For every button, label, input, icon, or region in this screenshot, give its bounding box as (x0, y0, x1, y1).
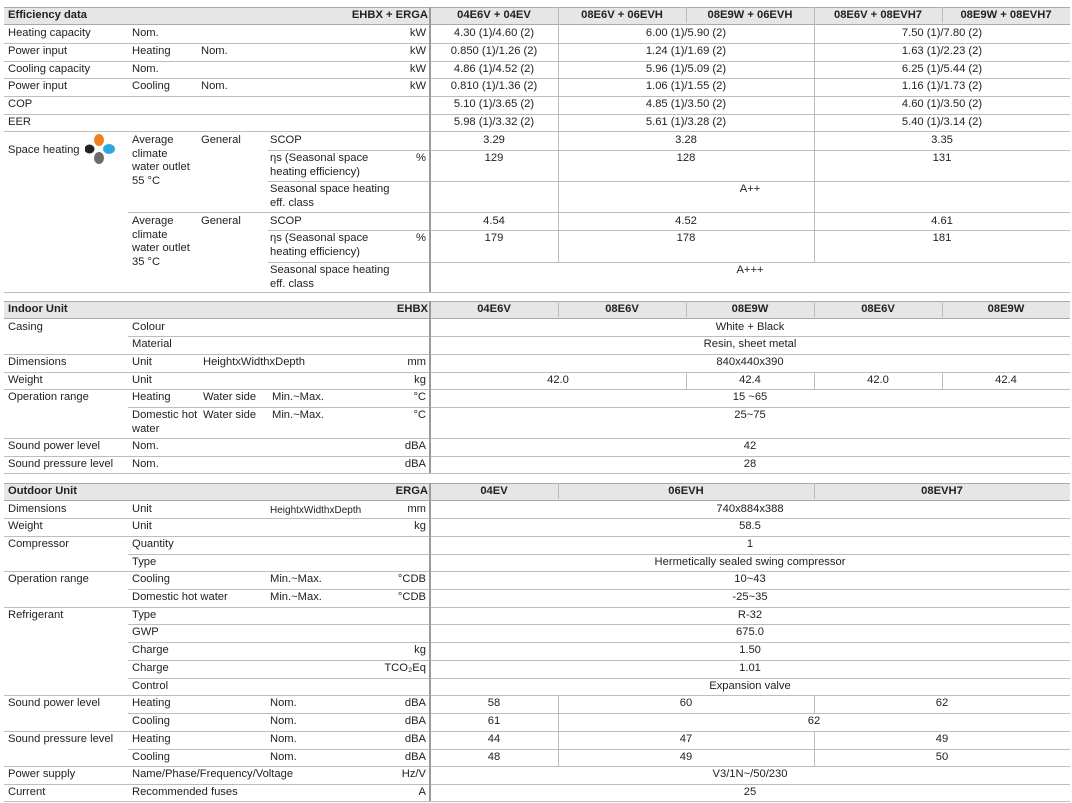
divider (128, 336, 1070, 337)
cooling-capacity-unit: kW (409, 63, 426, 75)
cop-v1: 5.10 (1)/3.65 (2) (453, 98, 535, 110)
divider (942, 301, 943, 317)
outdoor-sound-pressure-heating-v2: 47 (679, 733, 693, 745)
outdoor-sound-power-heating-v2: 60 (679, 697, 693, 709)
indoor-weight-sub: Unit (132, 374, 152, 386)
divider (128, 660, 1070, 661)
refrigerant-control-label: Control (132, 680, 169, 692)
divider (686, 372, 687, 389)
indoor-sound-power-unit: dBA (404, 440, 426, 452)
refrigerant-type-label: Type (132, 609, 157, 621)
indoor-dimensions-sub2: HeightxWidthxDepth (203, 356, 305, 368)
power-input-heating-unit: kW (409, 45, 426, 57)
colour-value: White + Black (715, 321, 785, 333)
material-label: Material (132, 338, 172, 350)
outdoor-op-dhw-value: -25~35 (732, 591, 768, 603)
divider (4, 43, 1070, 44)
compressor-type-label: Type (132, 556, 157, 568)
indoor-dimensions-sub: Unit (132, 356, 152, 368)
indoor-sound-power-sub: Nom. (132, 440, 159, 452)
general-55-label: General (201, 134, 241, 146)
space-heating-icon (85, 133, 115, 165)
refrigerant-control-value: Expansion valve (709, 680, 791, 692)
ns-35-v2: 178 (676, 232, 696, 244)
outdoor-sound-power-nom: Nom. (270, 697, 297, 709)
power-input-cooling-v2: 1.06 (1)/1.55 (2) (645, 80, 727, 92)
general-35-label: General (201, 215, 241, 227)
indoor-op-water-side: Water side (203, 391, 257, 403)
indoor-op-heating-value: 15 ~65 (732, 391, 768, 403)
divider (4, 78, 1070, 79)
outdoor-sound-pressure-unit: dBA (404, 733, 426, 745)
divider (268, 262, 1070, 263)
refrigerant-charge-label: Charge (132, 644, 169, 656)
outdoor-sound-pressure-heating-v3: 49 (935, 733, 949, 745)
divider (128, 554, 1070, 555)
indoor-col-2: 08E6V (605, 303, 639, 315)
ns-35-v1: 179 (484, 232, 504, 244)
divider (429, 301, 431, 473)
outdoor-dimensions-sub2: HeightxWidthxDepth (270, 505, 362, 516)
indoor-op-range-label: Operation range (8, 391, 89, 403)
cop-v2: 4.85 (1)/3.50 (2) (645, 98, 727, 110)
outdoor-sound-power-heating-v3: 62 (935, 697, 949, 709)
divider (4, 518, 1070, 519)
indoor-weight-v4: 42.4 (995, 374, 1017, 386)
ns-55-v3: 131 (932, 152, 952, 164)
outdoor-sound-power-unit: dBA (404, 697, 426, 709)
indoor-dimensions-value: 840x440x390 (716, 356, 784, 368)
refrigerant-gwp-label: GWP (132, 626, 159, 638)
divider (4, 389, 1070, 390)
outdoor-sound-power-cooling-label: Cooling (132, 715, 170, 727)
scop-35-v1: 4.54 (483, 215, 505, 227)
divider (4, 456, 1070, 457)
outdoor-dimensions-unit: mm (407, 503, 426, 515)
divider (4, 292, 1070, 293)
outdoor-op-minmax-2: Min.~Max. (270, 591, 322, 603)
power-input-cooling-unit: kW (409, 80, 426, 92)
divider (128, 678, 1070, 679)
divider (814, 7, 815, 262)
divider (4, 607, 1070, 608)
outdoor-model-label: ERGA (395, 485, 428, 497)
power-input-heating-label: Power input (8, 45, 68, 57)
eer-label: EER (8, 116, 32, 128)
heating-capacity-sub: Nom. (132, 27, 159, 39)
outdoor-sound-power-nom-2: Nom. (270, 715, 297, 727)
divider (4, 96, 1070, 97)
ns-55-unit: % (416, 152, 426, 164)
indoor-op-dhw-label: Domestic hot water (132, 409, 198, 435)
outdoor-op-unit-2: °CDB (397, 591, 426, 603)
divider (942, 7, 943, 23)
eer-v1: 5.98 (1)/3.32 (2) (453, 116, 535, 128)
efficiency-col-3: 08E9W + 06EVH (707, 9, 793, 21)
indoor-op-dhw-value: 25~75 (734, 409, 766, 421)
current-label: Current (8, 786, 46, 798)
cop-label: COP (8, 98, 33, 110)
divider (814, 301, 815, 317)
power-input-heating-v2: 1.24 (1)/1.69 (2) (645, 45, 727, 57)
ns-55-v2: 128 (676, 152, 696, 164)
scop-35-label: SCOP (270, 215, 302, 227)
divider (268, 150, 1070, 151)
efficiency-col-4: 08E6V + 08EVH7 (833, 9, 922, 21)
power-supply-label: Power supply (8, 768, 76, 780)
outdoor-dimensions-value: 740x884x388 (716, 503, 784, 515)
outdoor-op-cooling-label: Cooling (132, 573, 170, 585)
heating-capacity-v2: 6.00 (1)/5.90 (2) (645, 27, 727, 39)
outdoor-sound-pressure-nom-2: Nom. (270, 751, 297, 763)
divider (558, 7, 559, 262)
power-supply-unit: Hz/V (401, 768, 426, 780)
indoor-sound-power-value: 42 (743, 440, 757, 452)
power-supply-sub: Name/Phase/Frequency/Voltage (132, 768, 294, 780)
heating-capacity-unit: kW (409, 27, 426, 39)
indoor-weight-v2: 42.4 (739, 374, 761, 386)
divider (4, 354, 1070, 355)
eer-v2: 5.61 (1)/3.28 (2) (645, 116, 727, 128)
outdoor-sound-power-cooling-v2: 62 (807, 715, 821, 727)
outdoor-weight-unit: kg (414, 520, 426, 532)
outdoor-sound-pressure-cooling-label: Cooling (132, 751, 170, 763)
efficiency-title: Efficiency data (8, 9, 87, 21)
indoor-weight-label: Weight (8, 374, 43, 386)
efficiency-col-2: 08E6V + 06EVH (581, 9, 663, 21)
power-input-cooling-v3: 1.16 (1)/1.73 (2) (901, 80, 983, 92)
outdoor-sound-pressure-cooling-v1: 48 (487, 751, 501, 763)
divider (4, 114, 1070, 115)
outdoor-op-dhw-label: Domestic hot water (132, 591, 228, 603)
power-supply-value: V3/1N~/50/230 (712, 768, 788, 780)
indoor-col-1: 04E6V (477, 303, 511, 315)
casing-label: Casing (8, 321, 43, 333)
outdoor-weight-sub: Unit (132, 520, 152, 532)
outdoor-col-1: 04EV (480, 485, 508, 497)
indoor-title: Indoor Unit (8, 303, 68, 315)
current-value: 25 (743, 786, 757, 798)
divider (128, 749, 1070, 750)
compressor-qty-label: Quantity (132, 538, 174, 550)
outdoor-sound-power-label: Sound power level (8, 697, 101, 709)
indoor-dimensions-unit: mm (407, 356, 426, 368)
divider (814, 372, 815, 389)
divider (128, 624, 1070, 625)
indoor-sound-pressure-label: Sound pressure level (8, 458, 114, 470)
power-input-heating-v1: 0.850 (1)/1.26 (2) (450, 45, 538, 57)
outdoor-sound-power-cooling-v1: 61 (487, 715, 501, 727)
class-35-value: A+++ (736, 264, 764, 276)
power-input-cooling-label: Power input (8, 80, 68, 92)
divider (814, 695, 815, 713)
efficiency-col-1: 04E6V + 04EV (457, 9, 531, 21)
divider (4, 536, 1070, 537)
heating-capacity-label: Heating capacity (8, 27, 91, 39)
indoor-model-label: EHBX (396, 303, 428, 315)
power-input-cooling-sub2: Nom. (201, 80, 228, 92)
refrigerant-type-value: R-32 (737, 609, 763, 621)
ns-35-label: ηs (Seasonal space heating efficiency) (270, 232, 369, 258)
ns-35-unit: % (416, 232, 426, 244)
efficiency-col-5: 08E9W + 08EVH7 (960, 9, 1052, 21)
divider (429, 483, 431, 801)
heating-capacity-v3: 7.50 (1)/7.80 (2) (901, 27, 983, 39)
indoor-sound-power-label: Sound power level (8, 440, 101, 452)
outdoor-op-range-label: Operation range (8, 573, 89, 585)
class-55-label: Seasonal space heating eff. class (270, 183, 390, 209)
refrigerant-charge-tco2-value: 1.01 (739, 662, 761, 674)
current-sub: Recommended fuses (132, 786, 238, 798)
outdoor-dimensions-sub: Unit (132, 503, 152, 515)
compressor-label: Compressor (8, 538, 69, 550)
outdoor-sound-pressure-cooling-v3: 50 (935, 751, 949, 763)
indoor-op-unit-2: °C (413, 409, 426, 421)
cooling-capacity-sub: Nom. (132, 63, 159, 75)
outdoor-col-2: 06EVH (668, 485, 704, 497)
material-value: Resin, sheet metal (703, 338, 797, 350)
outdoor-sound-pressure-cooling-v2: 49 (679, 751, 693, 763)
indoor-sound-pressure-sub: Nom. (132, 458, 159, 470)
scop-55-v3: 3.35 (931, 134, 953, 146)
colour-label: Colour (132, 321, 165, 333)
divider (268, 230, 1070, 231)
scop-35-v3: 4.61 (931, 215, 953, 227)
power-input-cooling-v1: 0.810 (1)/1.36 (2) (450, 80, 538, 92)
outdoor-sound-power-heating-v1: 58 (487, 697, 501, 709)
refrigerant-charge-tco2-unit: TCO₂Eq (384, 662, 426, 674)
class-35-label: Seasonal space heating eff. class (270, 264, 390, 290)
cooling-capacity-label: Cooling capacity (8, 63, 91, 75)
refrigerant-charge-kg-unit: kg (414, 644, 426, 656)
refrigerant-gwp-value: 675.0 (736, 626, 764, 638)
outdoor-op-unit: °CDB (397, 573, 426, 585)
compressor-type-value: Hermetically sealed swing compressor (654, 556, 846, 568)
indoor-op-water-side-2: Water side (203, 409, 257, 421)
scop-55-label: SCOP (270, 134, 302, 146)
heating-capacity-v1: 4.30 (1)/4.60 (2) (453, 27, 535, 39)
indoor-sound-pressure-value: 28 (743, 458, 757, 470)
cooling-capacity-v2: 5.96 (1)/5.09 (2) (645, 63, 727, 75)
current-unit: A (418, 786, 426, 798)
divider (814, 731, 815, 766)
divider (4, 801, 1070, 802)
climate-35-label: Average climate water outlet 35 °C (132, 215, 190, 268)
divider (128, 642, 1070, 643)
divider (4, 61, 1070, 62)
power-input-cooling-sub: Cooling (132, 80, 170, 92)
scop-55-v2: 3.28 (675, 134, 697, 146)
divider (686, 301, 687, 317)
class-55-value: A++ (739, 183, 761, 195)
divider (4, 438, 1070, 439)
divider (4, 695, 1070, 696)
refrigerant-charge-label-2: Charge (132, 662, 169, 674)
eer-v3: 5.40 (1)/3.14 (2) (901, 116, 983, 128)
divider (128, 212, 1070, 213)
indoor-dimensions-label: Dimensions (8, 356, 67, 368)
indoor-col-4: 08E6V (861, 303, 895, 315)
indoor-weight-v1: 42.0 (547, 374, 569, 386)
refrigerant-label: Refrigerant (8, 609, 64, 621)
indoor-weight-v3: 42.0 (867, 374, 889, 386)
divider (814, 483, 815, 499)
divider (128, 713, 1070, 714)
ns-55-label: ηs (Seasonal space heating efficiency) (270, 152, 369, 178)
indoor-col-3: 08E9W (731, 303, 769, 315)
outdoor-sound-power-unit-2: dBA (404, 715, 426, 727)
divider (686, 7, 687, 23)
outdoor-col-3: 08EVH7 (921, 485, 963, 497)
outdoor-weight-label: Weight (8, 520, 43, 532)
indoor-op-minmax-2: Min.~Max. (272, 409, 324, 421)
divider (128, 407, 1070, 408)
divider (558, 695, 559, 766)
outdoor-sound-pressure-label: Sound pressure level (8, 733, 114, 745)
indoor-op-unit: °C (413, 391, 426, 403)
divider (429, 7, 431, 292)
power-input-heating-sub: Heating (132, 45, 171, 57)
power-input-heating-sub2: Nom. (201, 45, 228, 57)
cooling-capacity-v3: 6.25 (1)/5.44 (2) (901, 63, 983, 75)
outdoor-sound-pressure-heating-label: Heating (132, 733, 171, 745)
cop-v3: 4.60 (1)/3.50 (2) (901, 98, 983, 110)
compressor-qty-value: 1 (746, 538, 754, 550)
divider (942, 372, 943, 389)
efficiency-model-label: EHBX + ERGA (351, 9, 428, 21)
ns-35-v3: 181 (932, 232, 952, 244)
indoor-weight-unit: kg (414, 374, 426, 386)
space-heating-label: Space heating (8, 144, 80, 156)
divider (4, 372, 1070, 373)
divider (4, 571, 1070, 572)
divider (4, 731, 1070, 732)
divider (558, 483, 559, 499)
divider (268, 181, 1070, 182)
divider (4, 766, 1070, 767)
outdoor-sound-pressure-heating-v1: 44 (487, 733, 501, 745)
indoor-op-minmax: Min.~Max. (272, 391, 324, 403)
divider (4, 473, 1070, 474)
scop-35-v2: 4.52 (675, 215, 697, 227)
outdoor-sound-pressure-nom: Nom. (270, 733, 297, 745)
refrigerant-charge-kg-value: 1.50 (739, 644, 761, 656)
ns-55-v1: 129 (484, 152, 504, 164)
divider (558, 301, 559, 317)
divider (128, 589, 1070, 590)
outdoor-op-cooling-value: 10~43 (734, 573, 766, 585)
indoor-op-heating-label: Heating (132, 391, 171, 403)
outdoor-sound-power-heating-label: Heating (132, 697, 171, 709)
divider (4, 784, 1070, 785)
outdoor-title: Outdoor Unit (8, 485, 77, 497)
power-input-heating-v3: 1.63 (1)/2.23 (2) (901, 45, 983, 57)
outdoor-sound-pressure-unit-2: dBA (404, 751, 426, 763)
outdoor-weight-value: 58.5 (739, 520, 761, 532)
outdoor-op-minmax: Min.~Max. (270, 573, 322, 585)
climate-55-label: Average climate water outlet 55 °C (132, 134, 190, 187)
indoor-col-5: 08E9W (987, 303, 1025, 315)
cooling-capacity-v1: 4.86 (1)/4.52 (2) (453, 63, 535, 75)
divider (4, 131, 1070, 132)
outdoor-dimensions-label: Dimensions (8, 503, 67, 515)
scop-55-v1: 3.29 (483, 134, 505, 146)
indoor-sound-pressure-unit: dBA (404, 458, 426, 470)
